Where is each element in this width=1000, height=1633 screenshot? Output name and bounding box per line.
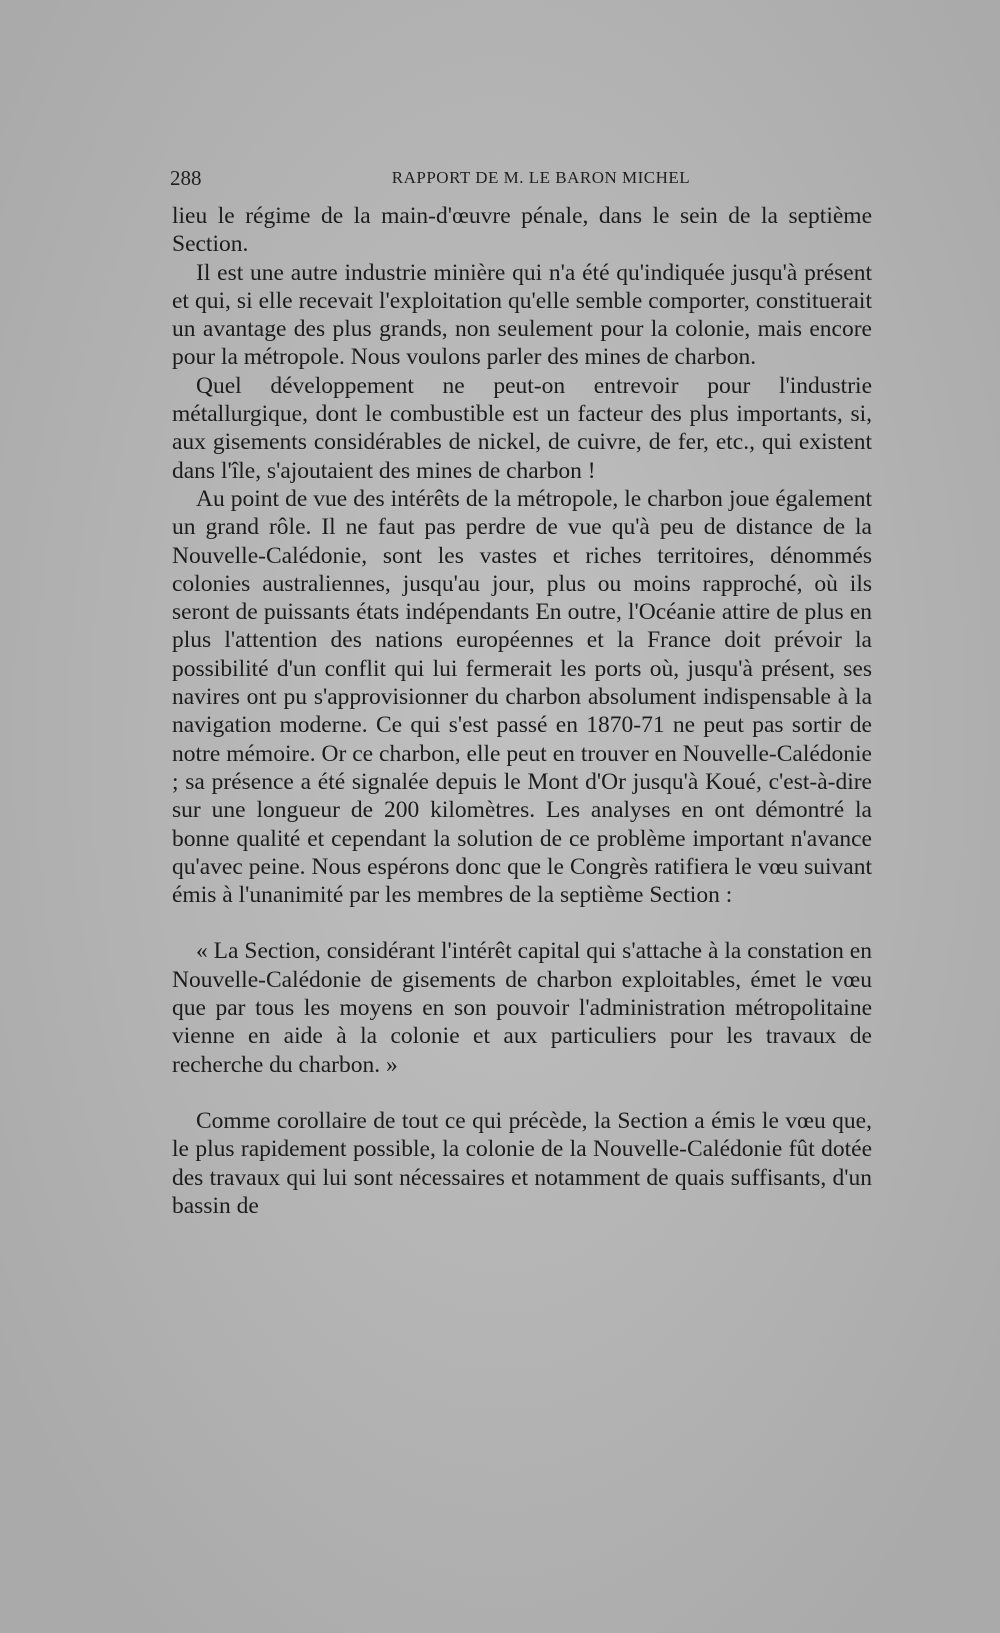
paragraph-resolution-quote: « La Section, considérant l'intérêt capital qui s'attache à la constation en Nouvelle-Calédonie de gisements de charbon exploitables, émet le vœu que par tous les moyens en son pouvoir l'administration métropolitaine vienne en aide à la colonie et aux particuliers pour les travaux de recherche du charbon. » (172, 938, 872, 1078)
running-head (170, 166, 872, 194)
paragraph-metallurgy: Quel développement ne peut-on entrevoir pour l'industrie métallurgique, dont le combustible est un facteur des plus importants, si, aux gisements considérables de nickel, de cuivre, de fer, etc., qui existent dans l'île, s'ajoutaient des mines de charbon ! (172, 372, 872, 484)
page-number: 288 (170, 166, 202, 190)
paragraph-continuation: lieu le régime de la main-d'œuvre pénale, dans le sein de la septième Section. (172, 203, 872, 258)
paragraph-corollary: Comme corollaire de tout ce qui précède, la Section a émis le vœu que, le plus rapidement possible, la colonie de la Nouvelle-Calédonie fût dotée des travaux qui lui sont nécessaires et notamment de quais suffisants, d'un bassin de (172, 1107, 872, 1219)
running-title: RAPPORT DE M. LE BARON MICHEL (391, 168, 691, 187)
paragraph-metropole-interests: Au point de vue des intérêts de la métropole, le charbon joue également un grand rôle. Il ne faut pas perdre de vue qu'à peu de distance de la Nouvelle-Calédonie, sont les vastes et riches territoires, dénommés colonies australiennes, jusqu'au jour, plus ou moins rapproché, où ils seront de puissants états indépendants En outre, l'Océanie attire de plus en plus l'attention des nations européennes et la France doit prévoir la possibilité d'un conflit qui lui fermerait les ports où, jusqu'à présent, ses navires ont pu s'approvisionner du charbon absolument indispensable à la navigation moderne. Ce qui s'est passé en 1870-71 ne peut pas sortir de notre mémoire. Or ce charbon, elle peut en trouver en Nouvelle-Calédonie ; sa présence a été signalée depuis le Mont d'Or jusqu'à Koué, c'est-à-dire sur une longueur de 200 kilomètres. Les analyses en ont démontré la bonne qualité et cependant la solution de ce problème important n'avance qu'avec peine. Nous espérons donc que le Congrès ratifiera le vœu suivant émis à l'unanimité par les membres de la septième Section : (172, 485, 872, 909)
body-text (172, 202, 872, 1220)
paragraph-coal-industry: Il est une autre industrie minière qui n'a été qu'indiquée jusqu'à présent et qui, si elle recevait l'exploitation qu'elle semble comporter, constituerait un avantage des plus grands, non seulement pour la colonie, mais encore pour la métropole. Nous voulons parler des mines de charbon. (172, 259, 872, 371)
